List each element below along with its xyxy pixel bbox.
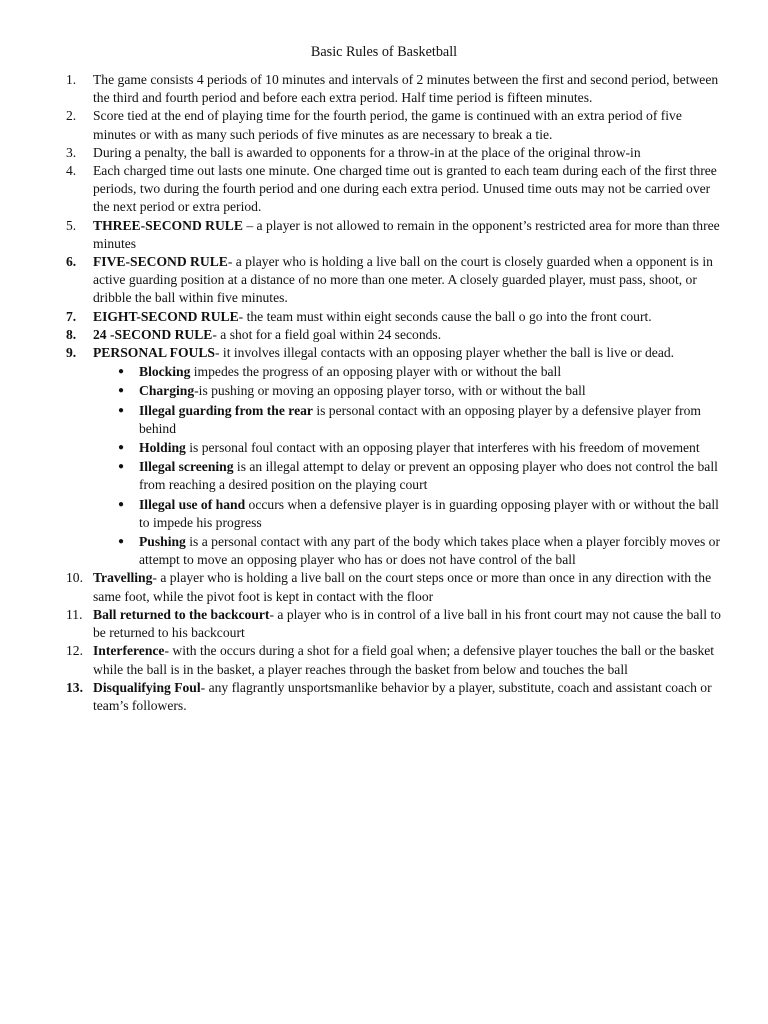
rule-number: 7. [66,308,77,324]
bullet-icon: ● [118,404,125,416]
rule-label: FIVE-SECOND RULE [93,254,228,270]
rule-item [66,253,726,308]
rule-text: – a player is not allowed to remain in the opponent’s restricted area for more than three minutes [93,217,720,251]
rule-number: 2. [66,108,77,124]
rule-text: Score tied at the end of playing time for the fourth period, the game is continued with an extra period of five minutes or with as many such periods of five minutes as are necessary to break a tie. [93,108,682,142]
foul-label: Illegal screening [139,459,234,475]
document-title: Basic Rules of Basketball [310,44,458,60]
foul-item [93,533,726,569]
foul-item [93,402,726,438]
rule-number: 13. [66,679,83,695]
rule-text: - a player who is holding a live ball on the court is closely guarded when a opponent is in active guarding position at a distance of no more than one meter. A closely guarded player, must pass, shoot, or dribble the ball within five minutes. [93,254,713,306]
rule-number: 6. [66,254,77,270]
bullet-icon: ● [118,366,125,378]
rule-item [66,107,726,143]
foul-item [93,363,726,381]
bullet-icon: ● [118,461,125,473]
rule-number: 5. [66,217,77,233]
foul-text: is personal contact with an opposing player by a defensive player from behind [139,402,701,436]
rule-number: 3. [66,144,77,160]
rule-item [66,217,726,253]
foul-text: is a personal contact with any part of the body which takes place when a player forcibly moves or attempt to move an opposing player who has or does not have control of the ball [139,534,720,568]
bullet-icon: ● [118,385,125,397]
foul-label: Illegal use of hand [139,496,246,512]
foul-text: -is pushing or moving an opposing player torso, with or without the ball [194,383,586,399]
rule-text: The game consists 4 periods of 10 minutes and intervals of 2 minutes between the first and second period, between the third and fourth period and before each extra period. Half time period is fifteen minutes. [93,72,719,106]
foul-label: Holding [139,440,186,456]
foul-label: Illegal guarding from the rear [139,402,313,418]
foul-item [93,382,726,400]
foul-item [93,496,726,532]
rule-number: 1. [66,72,77,87]
rule-label: Disqualifying Foul [93,679,201,695]
rule-label: PERSONAL FOULS [93,345,215,361]
rule-label: Ball returned to the backcourt [93,606,270,622]
rule-item [66,606,726,642]
foul-text: is an illegal attempt to delay or prevent an opposing player who does not control the ball from reaching a desired position on the playing court [139,459,718,493]
rule-number: 9. [66,345,77,361]
rule-text: - any flagrantly unsportsmanlike behavior by a player, substitute, coach and assistant coach or team’s followers. [93,679,712,713]
rule-number: 11. [66,606,83,622]
rule-item [66,71,726,107]
foul-label: Blocking [139,364,191,380]
rule-item [66,569,726,605]
rule-item [66,162,726,217]
foul-item [93,439,726,457]
foul-text: impedes the progress of an opposing player with or without the ball [190,364,562,380]
rule-label: Travelling [93,570,153,586]
rule-label: EIGHT-SECOND RULE [93,308,239,324]
bullet-icon: ● [118,442,125,454]
foul-label: Pushing [139,534,186,550]
bullet-icon: ● [118,498,125,510]
foul-item [93,458,726,494]
rule-item [66,642,726,678]
rules-list [66,71,726,715]
rule-text: Each charged time out lasts one minute. One charged time out is granted to each team during each of the first three periods, two during the fourth period and one during each extra period. Unused time outs may not be carried over the next period or extra period. [93,163,717,215]
foul-label: Charging [139,383,195,399]
rule-number: 12. [66,643,83,659]
rule-text: - a player who is holding a live ball on the court steps once or more than once in any direction with the same foot, while the pivot foot is kept in contact with the floor [93,570,712,604]
rule-text: - a player who is in control of a live ball in his front court may not cause the ball to be returned to his backcourt [93,606,721,641]
personal-fouls-list [93,363,726,569]
rule-label: Interference [93,643,165,659]
rule-text: - a shot for a field goal within 24 seconds. [212,326,442,342]
rule-item [66,679,726,715]
rule-item [66,344,726,569]
rule-label: 24 -SECOND RULE [93,326,213,342]
rule-text: - it involves illegal contacts with an opposing player whether the ball is live or dead. [215,345,675,361]
rule-text: During a penalty, the ball is awarded to opponents for a throw-in at the place of the original throw-in [93,144,641,160]
rule-item [66,144,726,162]
rule-text: - with the occurs during a shot for a field goal when; a defensive player touches the ball or the basket while the ball is in the basket, a player reaches through the basket from below and touches the ball [93,643,715,677]
rule-number: 4. [66,163,77,179]
rule-number: 10. [66,570,83,586]
rule-item [66,326,726,344]
bullet-icon: ● [118,536,125,548]
foul-text: is personal foul contact with an opposing player that interferes with his freedom of movement [185,440,700,456]
rule-text: - the team must within eight seconds cause the ball o go into the front court. [238,308,652,324]
rule-number: 8. [66,326,77,342]
rule-item [66,308,726,326]
foul-text: occurs when a defensive player is in guarding opposing player with or without the ball to impede his progress [139,496,719,530]
rule-label: THREE-SECOND RULE [93,217,243,233]
